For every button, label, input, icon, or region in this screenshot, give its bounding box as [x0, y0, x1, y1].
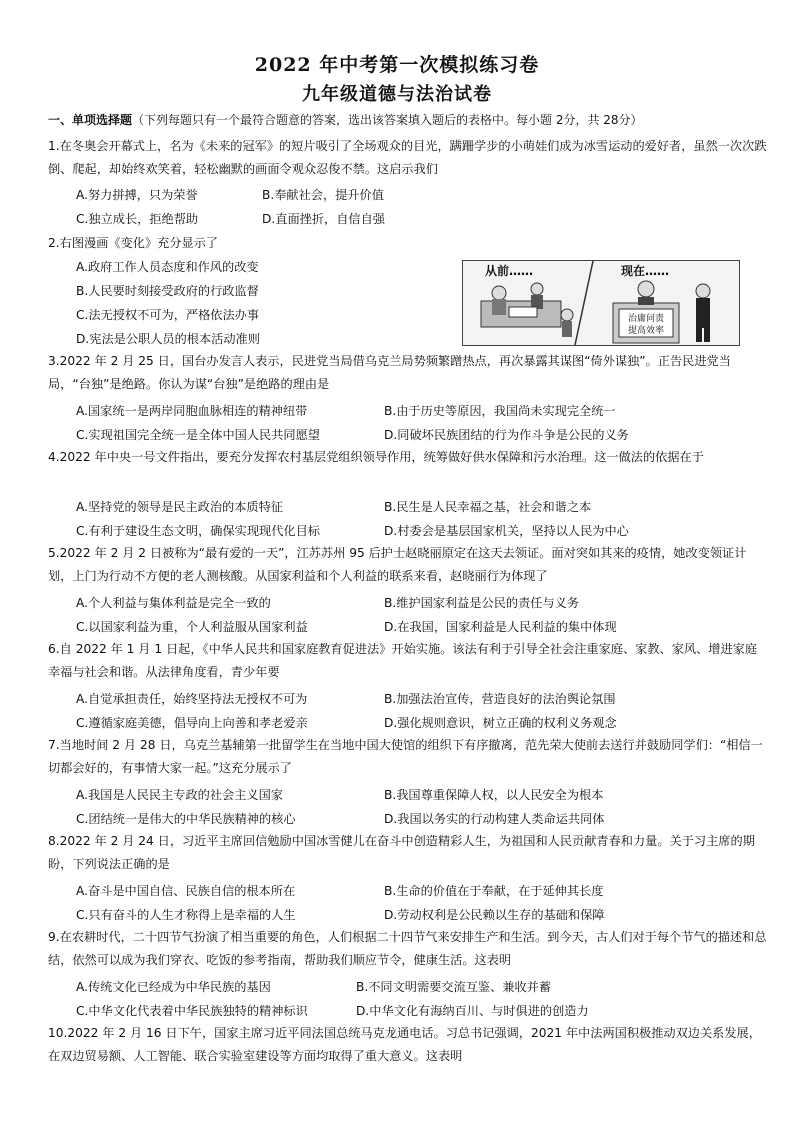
section-heading: 一、单项选择题 [48, 113, 133, 127]
section-instruction: （下列每题只有一个最符合题意的答案，选出该答案填入题后的表格中。每小题 2分，共 28分） [132, 113, 643, 127]
q9-option-b[interactable]: B.不同文明需要交流互鉴、兼收并蓄 [356, 980, 552, 994]
q7-option-c[interactable]: C.团结统一是伟大的中华民族精神的核心 [76, 812, 296, 826]
question-6-stem: 6.自 2022 年 1 月 1 日起，《中华人民共和国家庭教育促进法》开始实施。该法有利于引导全社会注重家庭、家教、家风、增进家庭幸福与社会和谐。从法律角度看，青少年要 [48, 642, 758, 679]
q8-option-c[interactable]: C.只有奋斗的人生才称得上是幸福的人生 [76, 908, 296, 922]
q4-option-b[interactable]: B.民生是人民幸福之基，社会和谐之本 [384, 500, 592, 514]
q3-option-d[interactable]: D.同破坏民族团结的行为作斗争是公民的义务 [384, 428, 629, 442]
q9-option-c[interactable]: C.中华文化代表着中华民族独特的精神标识 [76, 1004, 308, 1018]
q7-option-b[interactable]: B.我国尊重保障人权，以人民安全为根本 [384, 788, 604, 802]
q1-option-d[interactable]: D.直面挫折，自信自强 [262, 212, 385, 226]
q5-option-a[interactable]: A.个人利益与集体利益是完全一致的 [76, 596, 271, 610]
q9-option-d[interactable]: D.中华文化有海纳百川、与时俱进的创造力 [356, 1004, 589, 1018]
q2-option-c[interactable]: C.法无授权不可为，严格依法办事 [76, 308, 260, 322]
q1-option-b[interactable]: B.奉献社会，提升价值 [262, 188, 384, 202]
question-8-stem: 8.2022 年 2 月 24 日，习近平主席回信勉励中国冰雪健儿在奋斗中创造精彩人生，为祖国和人民贡献青春和力量。关于习主席的期盼，下列说法正确的是 [48, 834, 755, 871]
question-3-stem: 3.2022 年 2 月 25 日，国台办发言人表示，民进党当局借乌克兰局势频繁蹭热点，再次暴露其谋图“倚外谋独”。正告民进党当局，“台独”是绝路。你认为谋“台独”是绝路的理由是 [48, 354, 731, 391]
q3-option-c[interactable]: C.实现祖国完全统一是全体中国人民共同愿望 [76, 428, 320, 442]
q5-option-b[interactable]: B.维护国家利益是公民的责任与义务 [384, 596, 580, 610]
question-9-stem: 9.在农耕时代，二十四节气扮演了相当重要的角色，人们根据二十四节气来安排生产和生活。到今天，古人们对于每个节气的描述和总结，依然可以成为我们穿衣、吃饭的参考指南，帮助我们顺应节令，健康生活。这表明 [48, 930, 767, 967]
cartoon-change-image [462, 260, 740, 346]
q7-option-a[interactable]: A.我国是人民民主专政的社会主义国家 [76, 788, 283, 802]
q6-option-d[interactable]: D.强化规则意识，树立正确的权利义务观念 [384, 716, 617, 730]
q8-option-a[interactable]: A.奋斗是中国自信、民族自信的根本所在 [76, 884, 296, 898]
question-1-stem: 1.在冬奥会开幕式上，名为《未来的冠军》的短片吸引了全场观众的目光，蹒跚学步的小萌娃们成为冰雪运动的爱好者，虽然一次次跌倒、爬起，却始终欢笑着，轻松幽默的画面令观众忍俊不禁。这启示我们 [48, 139, 767, 176]
q4-option-d[interactable]: D.村委会是基层国家机关，坚持以人民为中心 [384, 524, 629, 538]
question-5-stem: 5.2022 年 2 月 2 日被称为“最有爱的一天”，江苏苏州 95 后护士赵晓丽原定在这天去领证。面对突如其来的疫情，她改变领证计划，上门为行动不方便的老人测核酸。从国家利益和个人利益的联系来看，赵晓丽行为体现了 [48, 546, 747, 583]
cartoon-left-caption: 从前…… [485, 264, 534, 278]
q6-option-a[interactable]: A.自觉承担责任，始终坚持法无授权不可为 [76, 692, 308, 706]
cartoon-illustration [463, 261, 739, 345]
q5-option-c[interactable]: C.以国家利益为重，个人利益服从国家利益 [76, 620, 308, 634]
q2-option-d[interactable]: D.宪法是公职人员的根本活动准则 [76, 332, 260, 346]
exam-subtitle: 九年级道德与法治试卷 [302, 84, 492, 105]
q5-option-d[interactable]: D.在我国，国家利益是人民利益的集中体现 [384, 620, 617, 634]
q1-option-c[interactable]: C.独立成长，拒绝帮助 [76, 212, 199, 226]
q9-option-a[interactable]: A.传统文化已经成为中华民族的基因 [76, 980, 271, 994]
q4-option-c[interactable]: C.有利于建设生态文明，确保实现现代化目标 [76, 524, 320, 538]
exam-title: 2022 年中考第一次模拟练习卷 [254, 54, 540, 76]
q8-option-b[interactable]: B.生命的价值在于奉献，在于延伸其长度 [384, 884, 604, 898]
q2-option-a[interactable]: A.政府工作人员态度和作风的改变 [76, 260, 259, 274]
q6-option-c[interactable]: C.遵循家庭美德，倡导向上向善和孝老爱亲 [76, 716, 308, 730]
q1-option-a[interactable]: A.努力拼搏，只为荣誉 [76, 188, 198, 202]
section-header [48, 111, 768, 128]
q6-option-b[interactable]: B.加强法治宣传，营造良好的法治舆论氛围 [384, 692, 616, 706]
question-2-stem: 2.右图漫画《变化》充分显示了 [48, 236, 219, 250]
q7-option-d[interactable]: D.我国以务实的行动构建人类命运共同体 [384, 812, 605, 826]
question-10-stem: 10.2022 年 2 月 16 日下午，国家主席习近平同法国总统马克龙通电话。习总书记强调，2021 年中法两国积极推动双边关系发展，在双边贸易额、人工智能、联合实验室建设等方面均取得了重大意义。这表明 [48, 1026, 761, 1063]
q8-option-d[interactable]: D.劳动权利是公民赖以生存的基础和保障 [384, 908, 605, 922]
q3-option-b[interactable]: B.由于历史等原因，我国尚未实现完全统一 [384, 404, 616, 418]
cartoon-sign-line-1: 治庸问责 [627, 314, 665, 324]
q4-option-a[interactable]: A.坚持党的领导是民主政治的本质特征 [76, 500, 283, 514]
cartoon-sign-line-2: 提高效率 [627, 326, 665, 336]
cartoon-right-caption: 现在…… [621, 264, 670, 278]
question-7-stem: 7.当地时间 2 月 28 日，乌克兰基辅第一批留学生在当地中国大使馆的组织下有序撤离，范先荣大使前去送行并鼓励同学们：“相信一切都会好的，有事情大家一起。”这充分展示了 [48, 738, 763, 775]
q2-option-b[interactable]: B.人民要时刻接受政府的行政监督 [76, 284, 259, 298]
question-4-stem: 4.2022 年中央一号文件指出，要充分发挥农村基层党组织领导作用，统筹做好供水保障和污水治理。这一做法的依据在于 [48, 450, 704, 464]
q3-option-a[interactable]: A.国家统一是两岸同胞血脉相连的精神纽带 [76, 404, 308, 418]
